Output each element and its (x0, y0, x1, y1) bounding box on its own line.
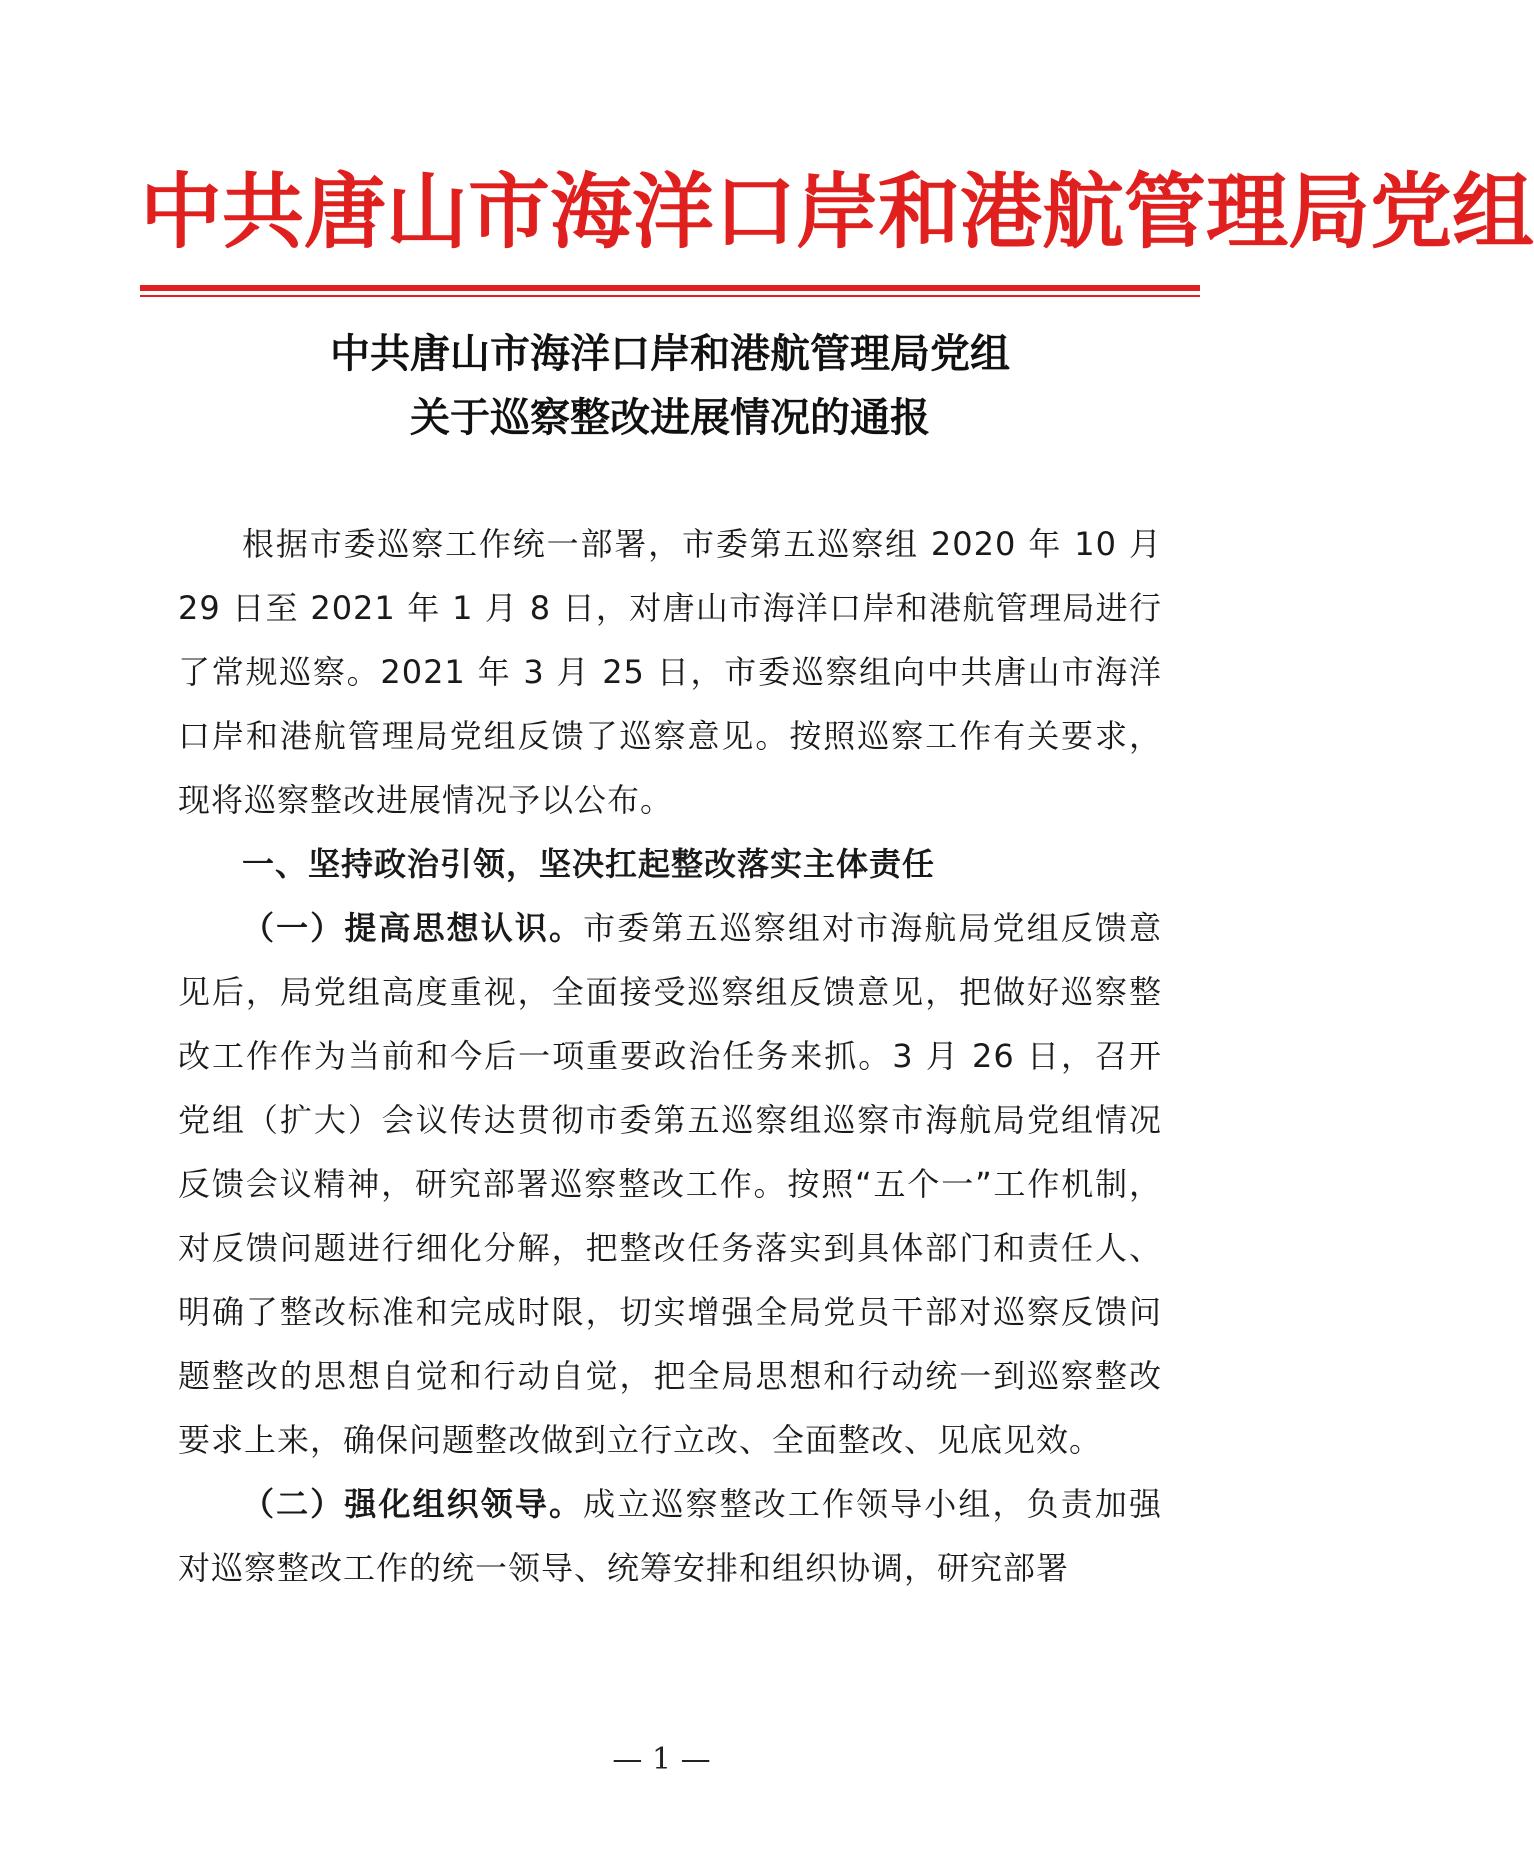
document-title-line-2: 关于巡察整改进展情况的通报 (410, 394, 930, 441)
masthead-title: 中共唐山市海洋口岸和港航管理局党组 (140, 164, 1534, 260)
intro-paragraph: 根据市委巡察工作统一部署，市委第五巡察组 2020 年 10 月 29 日至 2021 年 1 月 8 日，对唐山市海洋口岸和港航管理局进行了常规巡察。2021 年 3 月 25 日，市委巡察组向中共唐山市海洋口岸和港航管理局党组反馈了巡察意见。按照巡察工作有关要求，现将巡察整改进展情况予以公布。 (178, 525, 1162, 819)
item-2-paragraph (178, 1472, 1162, 1600)
document-body (178, 512, 1162, 1600)
document-title-line-1: 中共唐山市海洋口岸和港航管理局党组 (330, 330, 1010, 377)
document-title (140, 322, 1200, 450)
item-2-lead: （二）强化组织领导。 (242, 1485, 584, 1523)
item-1-lead: （一）提高思想认识。 (242, 909, 584, 947)
section-1-heading: 一、坚持政治引领，坚决扛起整改落实主体责任 (242, 845, 936, 883)
item-1-paragraph (178, 896, 1162, 1472)
page-number: — 1 — (612, 1742, 711, 1777)
item-1-text: 市委第五巡察组对市海航局党组反馈意见后，局党组高度重视，全面接受巡察组反馈意见，把做好巡察整改工作作为当前和今后一项重要政治任务来抓。3 月 26 日，召开党组（扩大）会议传达贯彻市委第五巡察组巡察市海航局党组情况反馈会议精神，研究部署巡察整改工作。按照“五个一”工作机制，对反馈问题进行细化分解，把整改任务落实到具体部门和责任人、明确了整改标准和完成时限，切实增强全局党员干部对巡察反馈问题整改的思想自觉和行动自觉，把全局思想和行动统一到巡察整改要求上来，确保问题整改做到立行立改、全面整改、见底见效。 (178, 909, 1162, 1459)
item-2-text: 成立巡察整改工作领导小组，负责加强对巡察整改工作的统一领导、统筹安排和组织协调，研究部署 (178, 1485, 1162, 1587)
masthead-red-rule-thin (140, 295, 1200, 297)
masthead-red-rule (140, 285, 1200, 291)
